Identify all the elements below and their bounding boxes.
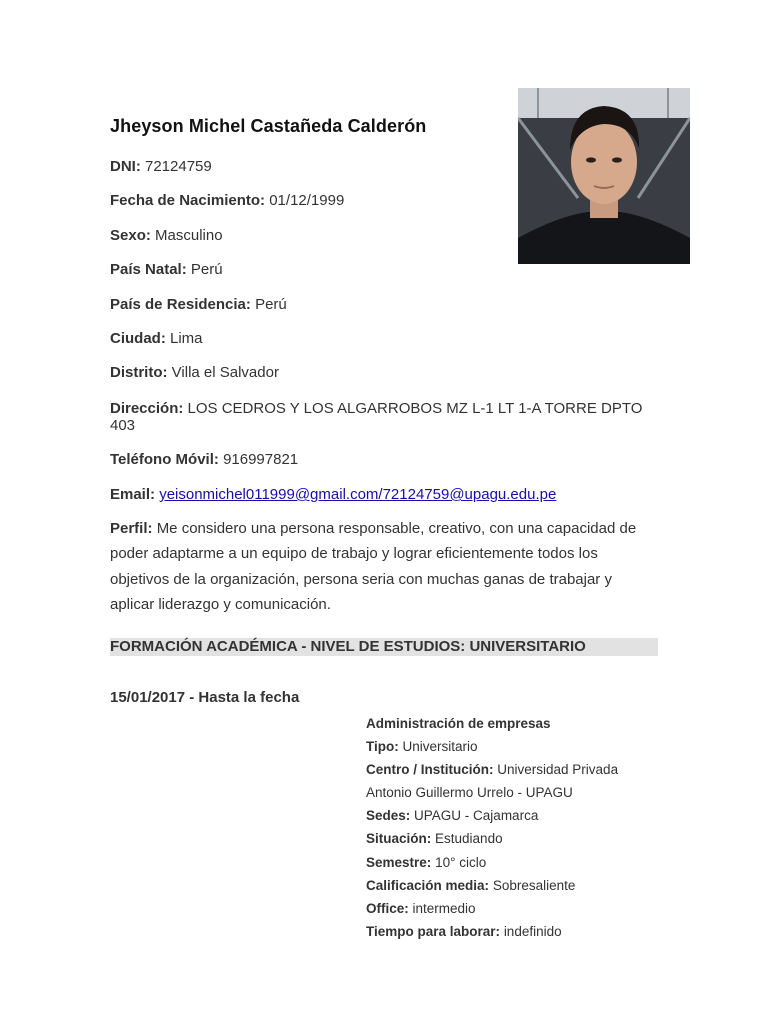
city-label: Ciudad: bbox=[110, 330, 166, 347]
district-value: Villa el Salvador bbox=[171, 364, 279, 381]
phone-field bbox=[110, 451, 298, 468]
education-item-semester bbox=[366, 851, 656, 874]
sex-value: Masculino bbox=[155, 227, 223, 244]
residence-country-field bbox=[110, 296, 287, 313]
education-section-title: FORMACIÓN ACADÉMICA - NIVEL DE ESTUDIOS: UNIVERSITARIO bbox=[110, 638, 586, 655]
email-field bbox=[110, 486, 556, 503]
email-label: Email: bbox=[110, 486, 156, 503]
dni-field bbox=[110, 158, 212, 175]
address-label: Dirección: bbox=[110, 400, 184, 417]
address-value: LOS CEDROS Y LOS ALGARROBOS MZ L-1 LT 1-A TORRE DPTO 403 bbox=[110, 400, 643, 434]
education-item-label: Calificación media: bbox=[366, 877, 490, 893]
sex-field bbox=[110, 227, 223, 244]
sex-label: Sexo: bbox=[110, 227, 151, 244]
education-item-office bbox=[366, 897, 656, 920]
education-item-value: Universidad Privada Antonio Guillermo Urrelo - UPAGU bbox=[366, 762, 619, 801]
education-item-label: Centro / Institución: bbox=[366, 762, 494, 778]
education-item-label: Tiempo para laborar: bbox=[366, 923, 501, 939]
education-item-value: Universitario bbox=[402, 739, 478, 755]
education-item-value: intermedio bbox=[412, 900, 476, 916]
profile-paragraph bbox=[110, 516, 660, 617]
residence-country-label: País de Residencia: bbox=[110, 296, 251, 313]
education-program: Administración de empresas bbox=[366, 716, 551, 731]
education-item-label: Tipo: bbox=[366, 739, 399, 755]
education-details bbox=[366, 712, 656, 943]
native-country-label: País Natal: bbox=[110, 261, 187, 278]
education-date-range: 15/01/2017 - Hasta la fecha bbox=[110, 689, 300, 706]
city-field bbox=[110, 330, 203, 347]
education-item-availability bbox=[366, 920, 656, 943]
education-item-value: UPAGU - Cajamarca bbox=[414, 808, 539, 824]
district-label: Distrito: bbox=[110, 364, 168, 381]
education-item-label: Office: bbox=[366, 900, 409, 916]
education-item-campus bbox=[366, 804, 656, 827]
email-link[interactable]: yeisonmichel011999@gmail.com/72124759@upagu.edu.pe bbox=[159, 486, 557, 503]
city-value: Lima bbox=[170, 330, 203, 347]
education-item-label: Situación: bbox=[366, 831, 432, 847]
phone-label: Teléfono Móvil: bbox=[110, 451, 219, 468]
profile-photo-placeholder-icon bbox=[518, 88, 690, 264]
dni-value: 72124759 bbox=[145, 158, 212, 175]
native-country-value: Perú bbox=[190, 261, 223, 278]
education-item-value: 10° ciclo bbox=[435, 854, 487, 870]
education-item-grade bbox=[366, 874, 656, 897]
address-field bbox=[110, 400, 650, 434]
birth-date-value: 01/12/1999 bbox=[269, 192, 345, 209]
education-item-institution bbox=[366, 758, 656, 804]
dni-label: DNI: bbox=[110, 158, 141, 175]
education-item-value: Estudiando bbox=[435, 831, 503, 847]
phone-value: 916997821 bbox=[223, 451, 299, 468]
birth-date-field bbox=[110, 192, 344, 209]
education-item-label: Semestre: bbox=[366, 854, 432, 870]
residence-country-value: Perú bbox=[255, 296, 287, 313]
profile-photo bbox=[518, 88, 690, 264]
district-field bbox=[110, 364, 279, 381]
education-item-status bbox=[366, 827, 656, 850]
education-item-value: indefinido bbox=[503, 923, 562, 939]
education-item-value: Sobresaliente bbox=[492, 877, 576, 893]
birth-date-label: Fecha de Nacimiento: bbox=[110, 192, 266, 209]
education-item-type bbox=[366, 735, 656, 758]
profile-label: Perfil: bbox=[110, 520, 153, 537]
education-item-label: Sedes: bbox=[366, 808, 411, 824]
native-country-field bbox=[110, 261, 223, 278]
profile-text: Me considero una persona responsable, creativo, con una capacidad de poder adaptarme a un equipo de trabajo y lograr eficientemente todos los objetivos de la organización, persona seria con muchas ganas de trabajar y aplicar liderazgo y comunicación. bbox=[110, 520, 637, 613]
person-name: Jheyson Michel Castañeda Calderón bbox=[110, 116, 427, 136]
